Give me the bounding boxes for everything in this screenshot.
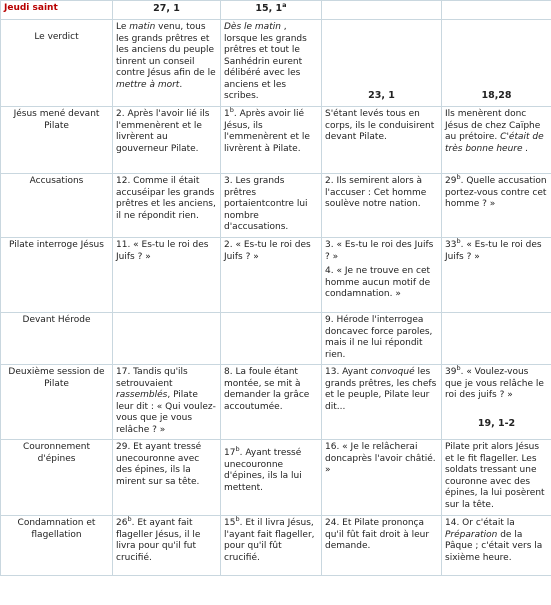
cell-john [442,20,551,107]
row-crowning [1,440,551,516]
row-label: Devant Hérode [1,313,113,365]
john-chapter-next: 19, 1-2 [477,417,516,429]
verse-text: Ils menèrent donc Jésus de chez Caïphe au prétoire. [445,109,541,142]
cell-mark: 2. « Es-tu le roi des Juifs ? » [221,238,322,313]
cell-mark: 3. Les grands prêtres portaientcontre lui nombre d'accusations. [221,174,322,238]
header-luke [322,1,442,20]
cell-luke: 3. « Es-tu le roi des Juifs ? » 4. « Je ne trouve en cet homme aucun motif de condamnation. » [322,238,442,313]
cell-john [442,107,551,174]
cell-luke [322,20,442,107]
cell-matthew: 29. Et ayant tressé unecouronne avec des épines, ils la mirent sur sa tête. [113,440,221,516]
cell-luke: 16. « Je le relâcherai doncaprès l'avoir châtié. » [322,440,442,516]
matthew-chapter: 27, 1 [153,3,180,14]
cell-john: 33$^b$. « Es-tu le roi des Juifs ? » [442,238,551,313]
cell-matthew: 26$^b$. Et ayant fait flageller Jésus, il le livra pour qu'il fut crucifié. [113,516,221,576]
header-mark [221,1,322,20]
cell-mark: 1$^b$. Après avoir lié Jésus, ils l'emmenèrent et le livrèrent à Pilate. [221,107,322,174]
header-row [1,1,551,20]
cell-luke: 2. Ils semirent alors à l'accuser : Cet homme soulève notre nation. [322,174,442,238]
row-interrogation [1,238,551,313]
row-herode [1,313,551,365]
cell-matthew: 2. Après l'avoir lié ils l'emmenèrent et le livrèrent au gouverneur Pilate. [113,107,221,174]
cell-john: Pilate prit alors Jésus et le fit flageller. Les soldats tressant une couronne avec des épines, la lui posèrent sur la tête. [442,440,551,516]
cell-matthew [113,20,221,107]
cell-luke: 9. Hérode l'interrogea doncavec force paroles, mais il ne lui répondit rien. [322,313,442,365]
cell-luke: 24. Et Pilate prononça qu'il fût fait droit à leur demande. [322,516,442,576]
cell-mark [221,20,322,107]
row-pilate [1,107,551,174]
header-matthew [113,1,221,20]
luke-chapter: 23, 1 [368,89,395,101]
row-label: Le verdict [1,20,113,107]
verse-text: Dès le matin , lorsque les grands prêtres et tout le Sanhédrin eurent délibéré avec les anciens et les scribes. [224,22,307,101]
cell-luke: 13. Ayant convoqué les grands prêtres, les chefs et le peuple, Pilate leur dit... [322,365,442,440]
row-label: Couronnement d'épines [1,440,113,516]
verse-text: Le matin venu, tous les grands prêtres et les anciens du peuple tinrent un conseil contre Jésus afin de le mettre à mort. [116,22,216,90]
cell-mark: 17$^b$. Ayant tressé unecouronne d'épines, ils la lui mettent. [221,440,322,516]
cell-matthew: 12. Comme il était accuséipar les grands prêtres et les anciens, il ne répondit rien. [113,174,221,238]
cell-matthew: 17. Tandis qu'ils setrouvaient rassemblés, Pilate leur dit : « Qui voulez-vous que je vous relâche ? » [113,365,221,440]
cell-john: 39$^b$. « Voulez-vous que je vous relâche le roi des juifs ? » 19, 1-2 [442,365,551,440]
cell-mark: 15$^b$. Et il livra Jésus, l'ayant fait flageller, pour qu'il fût crucifié. [221,516,322,576]
row-accusations [1,174,551,238]
cell-john: 14. Or c'était la Préparation de la Pâque ; c'était vers la sixième heure. [442,516,551,576]
mark-chapter: 15, 1$^a$ [255,0,287,14]
verse-italic: C'était de très bonne heure . [445,132,544,154]
row-verdict [1,20,551,107]
header-john [442,1,551,20]
row-condemnation [1,516,551,576]
row-label: Deuxième session de Pilate [1,365,113,440]
cell-mark [221,313,322,365]
row-label: Accusations [1,174,113,238]
row-second-session [1,365,551,440]
row-label: Jésus mené devant Pilate [1,107,113,174]
john-chapter: 18,28 [481,89,512,101]
row-label: Pilate interroge Jésus [1,238,113,313]
cell-mark: 8. La foule étant montée, se mit à demander la grâce accoutumée. [221,365,322,440]
row-label: Condamnation et flagellation [1,516,113,576]
cell-matthew [113,313,221,365]
cell-matthew: 11. « Es-tu le roi des Juifs ? » [113,238,221,313]
cell-john: 29$^b$. Quelle accusation portez-vous contre cet homme ? » [442,174,551,238]
cell-john [442,313,551,365]
title-cell: Jeudi saint [1,1,113,20]
cell-luke: S'étant levés tous en corps, ils le conduisirent devant Pilate. [322,107,442,174]
